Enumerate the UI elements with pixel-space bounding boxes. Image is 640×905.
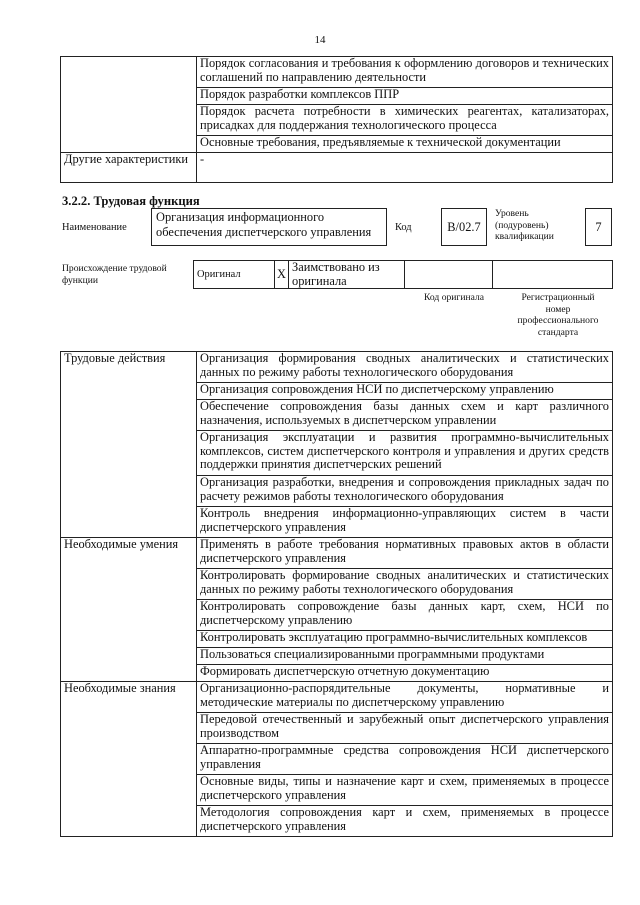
borrowed-label: Заимствовано из оригинала [289,261,405,289]
table-row: Организация эксплуатации и развития программно-вычислительных комплексов, систем диспетчерского контроля и управления и других средств поддержки принятия диспетчерских решений [197,431,613,476]
top-table-row: Порядок согласования и требования к оформлению договоров и технических соглашений по направлению деятельности [197,57,613,88]
page-number: 14 [314,34,326,46]
level-label: Уровень (подуровень) квалификации [495,208,554,242]
name-box [151,208,387,246]
name-label: Наименование [62,222,127,233]
top-table-row: Порядок разработки комплексов ППР [197,88,613,105]
table-row: Организация сопровождения НСИ по диспетчерскому управлению [197,383,613,400]
origin-table [193,260,613,289]
top-table [60,56,613,183]
table-row: Контролировать формирование сводных аналитических и статистических данных по режиму работы технологического оборудования [197,569,613,600]
origin-label: Происхождение трудовой функции [62,263,167,286]
table-row: Пользоваться специализированными программными продуктами [197,648,613,665]
table-row: Организационно-распорядительные документы, нормативные и методические материалы по диспетчерскому управлению [197,682,613,713]
section-title: 3.2.2. Трудовая функция [62,194,200,208]
other-characteristics-value: - [197,153,613,183]
main-table [60,351,613,837]
table-row: Организация формирования сводных аналитических и статистических данных по режиму работы технологического оборудования [197,352,613,383]
top-table-empty-cell [61,57,197,153]
labor-actions-label: Трудовые действия [61,352,197,538]
name-value: Организация информационного обеспечения диспетчерского управления [156,210,372,239]
code-original-cell [405,261,493,289]
table-row: Контролировать сопровождение базы данных карт, схем, НСИ по диспетчерскому управлению [197,600,613,631]
top-table-row: Порядок расчета потребности в химических реагентах, катализаторах, присадках для поддержания технологического процесса [197,105,613,136]
table-row: Методология сопровождения карт и схем, применяемых в процессе диспетчерского управления [197,806,613,837]
table-row: Формировать диспетчерскую отчетную документацию [197,665,613,682]
reg-number-caption: Регистрационный номер профессионального стандарта [517,292,599,338]
table-row: Контролировать эксплуатацию программно-вычислительных комплексов [197,631,613,648]
original-mark: X [275,261,289,289]
skills-label: Необходимые умения [61,538,197,682]
original-label: Оригинал [194,261,275,289]
code-label: Код [395,222,412,233]
knowledge-label: Необходимые знания [61,682,197,837]
table-row: Передовой отечественный и зарубежный опыт диспетчерского управления производством [197,713,613,744]
code-value: B/02.7 [441,208,487,246]
table-row: Основные виды, типы и назначение карт и схем, применяемых в процессе диспетчерского управления [197,775,613,806]
table-row: Обеспечение сопровождения базы данных схем и карт различного назначения, используемых в диспетчерском управлении [197,400,613,431]
level-value: 7 [585,208,612,246]
reg-number-cell [493,261,613,289]
table-row: Аппаратно-программные средства сопровождения НСИ диспетчерского управления [197,744,613,775]
other-characteristics-label: Другие характеристики [61,153,197,183]
code-original-caption: Код оригинала [423,292,485,303]
table-row: Контроль внедрения информационно-управляющих систем в части диспетчерского управления [197,507,613,538]
table-row: Организация разработки, внедрения и сопровождения прикладных задач по расчету режимов работы технологического оборудования [197,476,613,507]
top-table-row: Основные требования, предъявляемые к технической документации [197,136,613,153]
table-row: Применять в работе требования нормативных правовых актов в области диспетчерского управления [197,538,613,569]
